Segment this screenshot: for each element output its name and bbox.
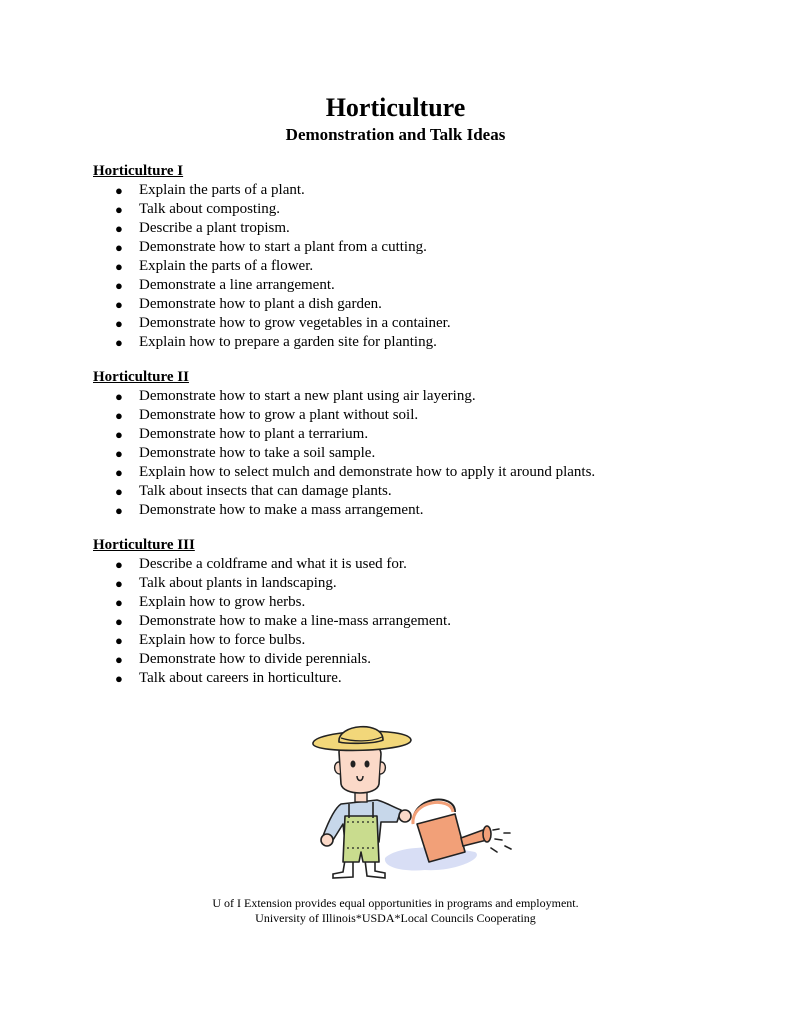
bullet-icon: ● [115, 221, 123, 236]
list-item [93, 482, 733, 501]
bullet-icon: ● [115, 576, 123, 591]
footer-line-2: University of Illinois*USDA*Local Councils Cooperating [255, 911, 536, 925]
list-item [93, 257, 733, 276]
list-item [93, 387, 733, 406]
list-item-text: Explain how to grow herbs. [139, 594, 306, 610]
bullet-icon: ● [115, 240, 123, 255]
gardener-watering-can-illustration [305, 712, 525, 882]
bullet-icon: ● [115, 595, 123, 610]
list-item [93, 406, 733, 425]
list-item-text: Demonstrate how to take a soil sample. [139, 445, 376, 461]
list-item-text: Talk about insects that can damage plants. [139, 483, 392, 499]
section-heading: Horticulture III [93, 537, 195, 553]
list-item-text: Demonstrate a line arrangement. [139, 277, 335, 293]
section-heading: Horticulture II [93, 369, 189, 385]
bullet-icon: ● [115, 614, 123, 629]
list-item-text: Explain how to force bulbs. [139, 632, 306, 648]
bullet-icon: ● [115, 465, 123, 480]
section-horticulture-2 [93, 368, 733, 520]
footer-line-1: U of I Extension provides equal opportunities in programs and employment. [212, 896, 579, 910]
list-item [93, 593, 733, 612]
list-item-text: Demonstrate how to grow vegetables in a container. [139, 315, 451, 331]
section-horticulture-1 [93, 162, 733, 352]
bullet-icon: ● [115, 671, 123, 686]
list-item [93, 200, 733, 219]
list-item-text: Demonstrate how to start a new plant using air layering. [139, 388, 476, 404]
list-item-text: Talk about composting. [139, 201, 281, 217]
footer [0, 896, 791, 926]
list-item [93, 612, 733, 631]
bullet-icon: ● [115, 427, 123, 442]
list-item-text: Demonstrate how to plant a dish garden. [139, 296, 382, 312]
list-item-text: Describe a coldframe and what it is used for. [139, 556, 407, 572]
list-item [93, 555, 733, 574]
water-drops [491, 829, 511, 852]
section-heading: Horticulture I [93, 163, 184, 179]
bullet-icon: ● [115, 183, 123, 198]
section-horticulture-3 [93, 536, 733, 688]
bullet-icon: ● [115, 652, 123, 667]
list-item [93, 219, 733, 238]
list-item [93, 181, 733, 200]
list-item-text: Demonstrate how to start a plant from a cutting. [139, 239, 427, 255]
list-item-text: Explain the parts of a plant. [139, 182, 305, 198]
list-item-text: Demonstrate how to grow a plant without soil. [139, 407, 419, 423]
list-item [93, 333, 733, 352]
list-item-text: Demonstrate how to divide perennials. [139, 651, 372, 667]
overalls [343, 816, 379, 862]
page-title: Horticulture [325, 93, 466, 122]
list-item [93, 276, 733, 295]
list-item [93, 238, 733, 257]
bullet-icon: ● [115, 503, 123, 518]
list-item-text: Demonstrate how to make a mass arrangement. [139, 502, 424, 518]
list-item-text: Explain how to select mulch and demonstrate how to apply it around plants. [139, 464, 596, 480]
bullet-icon: ● [115, 202, 123, 217]
list-item-text: Describe a plant tropism. [139, 220, 290, 236]
bullet-icon: ● [115, 484, 123, 499]
list-item [93, 501, 733, 520]
list-item [93, 463, 733, 482]
idea-list [93, 555, 733, 688]
list-item [93, 669, 733, 688]
bullet-icon: ● [115, 633, 123, 648]
bullet-icon: ● [115, 278, 123, 293]
bullet-icon: ● [115, 297, 123, 312]
list-item-text: Demonstrate how to make a line-mass arrangement. [139, 613, 451, 629]
list-item-text: Talk about plants in landscaping. [139, 575, 337, 591]
bullet-icon: ● [115, 446, 123, 461]
list-item [93, 295, 733, 314]
list-item [93, 631, 733, 650]
bullet-icon: ● [115, 389, 123, 404]
list-item-text: Explain the parts of a flower. [139, 258, 314, 274]
list-item [93, 574, 733, 593]
bullet-icon: ● [115, 408, 123, 423]
list-item [93, 314, 733, 333]
list-item-text: Explain how to prepare a garden site for planting. [139, 334, 437, 350]
bullet-icon: ● [115, 335, 123, 350]
list-item [93, 444, 733, 463]
page-subtitle: Demonstration and Talk Ideas [285, 125, 506, 144]
list-item-text: Talk about careers in horticulture. [139, 670, 342, 686]
bullet-icon: ● [115, 259, 123, 274]
idea-list [93, 387, 733, 520]
idea-list [93, 181, 733, 352]
gardener-svg [305, 712, 525, 882]
list-item [93, 650, 733, 669]
list-item-text: Demonstrate how to plant a terrarium. [139, 426, 369, 442]
bullet-icon: ● [115, 557, 123, 572]
bullet-icon: ● [115, 316, 123, 331]
list-item [93, 425, 733, 444]
